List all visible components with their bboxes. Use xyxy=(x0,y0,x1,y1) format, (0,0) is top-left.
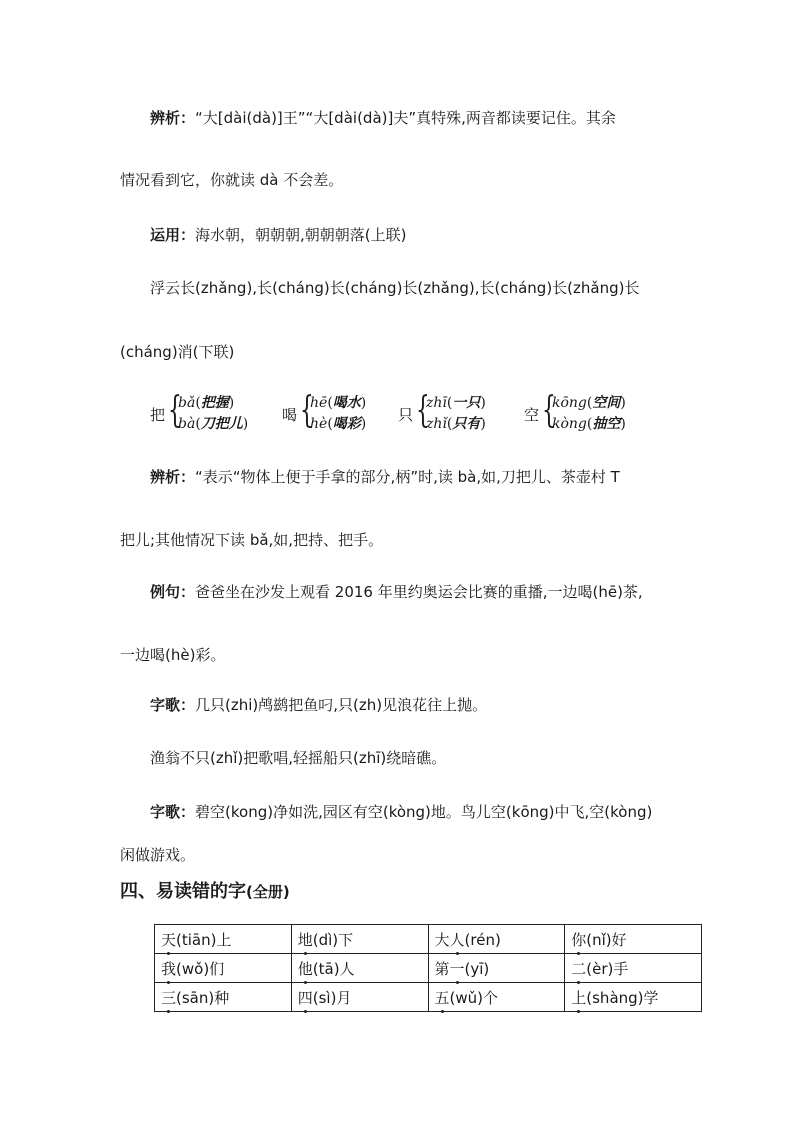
table-cell xyxy=(291,954,428,983)
polyphone-group-zhi xyxy=(398,392,508,436)
table-cell xyxy=(565,954,702,983)
para-usage xyxy=(150,225,407,245)
brace-icon: { xyxy=(300,390,314,431)
cell-dotted-char: 上 xyxy=(571,988,587,1007)
cell-dotted-char: 他 xyxy=(297,959,313,978)
cell-dotted-char: 三 xyxy=(161,988,177,1007)
table-cell xyxy=(291,983,428,1012)
cell-prefix: 第 xyxy=(434,959,450,978)
table-cell xyxy=(428,983,565,1012)
para-example xyxy=(150,582,643,602)
table-cell xyxy=(155,983,292,1012)
table-cell xyxy=(155,925,292,954)
para-analysis-1 xyxy=(150,108,616,128)
cell-reading: (wǔ)个 xyxy=(449,988,498,1007)
table-row xyxy=(155,954,702,983)
cell-reading: (rén) xyxy=(464,930,501,949)
cell-reading: (tiān)上 xyxy=(176,930,232,949)
cell-reading: (wǒ)们 xyxy=(176,959,225,978)
cell-reading: (shàng)学 xyxy=(586,988,659,1007)
word-table xyxy=(154,924,702,1012)
para-usage-text: 海水朝，朝朝朝,朝朝朝落(上联) xyxy=(195,226,407,244)
para-analysis-2-cont: 把儿;其他情况下读 bǎ,如,把持、把手。 xyxy=(120,531,384,549)
table-cell xyxy=(155,954,292,983)
cell-reading: (sān)种 xyxy=(176,988,230,1007)
para-song-1b: 渔翁不只(zhǐ)把歌唱,轻摇船只(zhī)绕暗礁。 xyxy=(150,749,447,767)
label-analysis: 辨析： xyxy=(150,109,196,127)
para-song-2-text: 碧空(kong)净如洗,园区有空(kòng)地。鸟儿空(kōng)中飞,空(kòng) xyxy=(195,803,653,821)
para-song-2 xyxy=(150,802,652,822)
cell-reading: (yī) xyxy=(464,959,490,978)
table-cell xyxy=(428,954,565,983)
polyphone-char: 喝 xyxy=(282,406,298,424)
polyphone-group-he xyxy=(282,392,392,436)
brace-icon: { xyxy=(416,390,430,431)
cell-reading: (dì)下 xyxy=(312,930,354,949)
polyphone-reading: kòng(抽空) xyxy=(552,416,626,432)
para-song-2-cont: 闲做游戏。 xyxy=(120,846,196,864)
table-row xyxy=(155,983,702,1012)
cell-reading: (nǐ)好 xyxy=(586,930,627,949)
para-song-1-text: 几只(zhi)鸬鹚把鱼叼,只(zh)见浪花往上抛。 xyxy=(195,696,488,714)
section-heading-sub: (全册) xyxy=(246,883,290,901)
cell-dotted-char: 四 xyxy=(297,988,313,1007)
para-song-1 xyxy=(150,695,487,715)
table-cell xyxy=(291,925,428,954)
cell-reading: (èr)手 xyxy=(586,959,629,978)
polyphone-reading: kōng(空间) xyxy=(552,395,626,411)
para-analysis-1-cont: 情况看到它，你就读 dà 不会差。 xyxy=(120,171,344,189)
cell-dotted-char: 二 xyxy=(571,959,587,978)
label-song: 字歌： xyxy=(150,696,196,714)
para-analysis-2-text: “表示“物体上便于手拿的部分,柄”时,读 bà,如,刀把儿、茶壶村 T xyxy=(195,468,620,486)
section-heading xyxy=(120,882,290,902)
para-couplet-cont: (cháng)消(下联) xyxy=(120,343,235,361)
para-analysis-1-text: “大[dài(dà)]王”“大[dài(dà)]夫”真特殊,两音都读要记住。其余 xyxy=(195,109,616,127)
polyphone-char: 把 xyxy=(150,406,166,424)
para-example-text: 爸爸坐在沙发上观看 2016 年里约奥运会比赛的重播,一边喝(hē)茶, xyxy=(195,583,643,601)
table-cell xyxy=(565,983,702,1012)
para-analysis-2 xyxy=(150,467,620,487)
brace-icon: { xyxy=(542,390,556,431)
table-cell xyxy=(428,925,565,954)
cell-dotted-char: 我 xyxy=(161,959,177,978)
label-example: 例句： xyxy=(150,583,196,601)
cell-dotted-char: 人 xyxy=(449,930,465,949)
polyphone-reading: bǎ(把握) xyxy=(178,395,235,411)
label-song: 字歌： xyxy=(150,803,196,821)
polyphone-char: 只 xyxy=(398,406,414,424)
table-row xyxy=(155,925,702,954)
polyphone-reading: hè(喝彩) xyxy=(310,416,367,432)
polyphone-char: 空 xyxy=(524,406,540,424)
cell-dotted-char: 你 xyxy=(571,930,587,949)
polyphone-group-ba xyxy=(150,392,280,436)
cell-reading: (tā)人 xyxy=(312,959,355,978)
polyphone-reading: zhǐ(只有) xyxy=(426,416,486,432)
cell-dotted-char: 天 xyxy=(161,930,177,949)
label-usage: 运用： xyxy=(150,226,196,244)
section-heading-main: 四、易读错的字 xyxy=(120,881,246,902)
polyphone-reading: hē(喝水) xyxy=(310,395,367,411)
cell-prefix: 大 xyxy=(434,930,450,949)
cell-reading: (sì)月 xyxy=(312,988,352,1007)
polyphone-group-kong xyxy=(524,392,654,436)
cell-dotted-char: 一 xyxy=(449,959,465,978)
cell-dotted-char: 地 xyxy=(297,930,313,949)
brace-icon: { xyxy=(168,390,182,431)
table-cell xyxy=(565,925,702,954)
polyphone-reading: bà(刀把儿) xyxy=(178,416,249,432)
label-analysis: 辨析： xyxy=(150,468,196,486)
para-couplet: 浮云长(zhǎng),长(cháng)长(cháng)长(zhǎng),长(cháng)长(zhǎng)长 xyxy=(150,279,640,297)
cell-dotted-char: 五 xyxy=(434,988,450,1007)
para-example-cont: 一边喝(hè)彩。 xyxy=(120,646,226,664)
polyphone-reading: zhī(一只) xyxy=(426,395,486,411)
